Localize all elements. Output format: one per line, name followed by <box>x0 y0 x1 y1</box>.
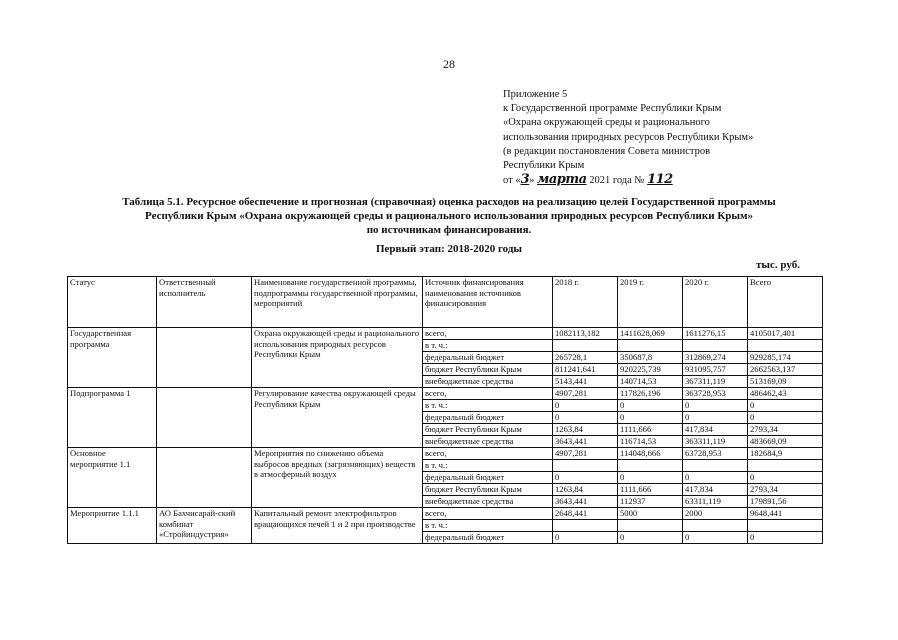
amount-cell: 1111,666 <box>618 424 683 436</box>
amount-cell: 4105017,401 <box>748 328 823 340</box>
funding-source-cell: бюджет Республики Крым <box>423 364 553 376</box>
amount-cell: 2662563,137 <box>748 364 823 376</box>
amount-cell: 811241,641 <box>553 364 618 376</box>
column-header: 2019 г. <box>618 277 683 328</box>
amount-cell <box>618 460 683 472</box>
amount-cell <box>748 460 823 472</box>
amount-cell: 179891,56 <box>748 496 823 508</box>
funding-source-cell: бюджет Республики Крым <box>423 484 553 496</box>
amount-cell: 486462,43 <box>748 388 823 400</box>
handwritten-month: марта <box>537 172 587 188</box>
appendix-line: использования природных ресурсов Республики Крым» <box>503 131 754 143</box>
amount-cell: 2793,34 <box>748 484 823 496</box>
program-name-cell: Регулирование качества окружающей среды Республики Крым <box>252 388 423 448</box>
program-name-cell: Охрана окружающей среды и рационального использования природных ресурсов Республики Крым <box>252 328 423 388</box>
amount-cell: 0 <box>618 472 683 484</box>
amount-cell <box>553 520 618 532</box>
amount-cell: 0 <box>553 400 618 412</box>
table-row <box>68 328 823 340</box>
funding-source-cell: всего, <box>423 388 553 400</box>
appendix-line: Республики Крым <box>503 160 585 172</box>
executor-cell <box>157 448 252 508</box>
amount-cell: 117826,196 <box>618 388 683 400</box>
amount-cell: 0 <box>748 472 823 484</box>
amount-cell <box>748 520 823 532</box>
executor-cell <box>157 328 252 388</box>
funding-source-cell: внебюджетные средства <box>423 376 553 388</box>
appendix-line: Приложение 5 <box>503 89 568 100</box>
funding-source-cell: всего, <box>423 328 553 340</box>
amount-cell: 140714,53 <box>618 376 683 388</box>
funding-source-cell: федеральный бюджет <box>423 532 553 544</box>
date-prefix: от « <box>503 175 521 187</box>
amount-cell: 0 <box>618 400 683 412</box>
column-header: 2018 г. <box>553 277 618 328</box>
amount-cell: 0 <box>683 400 748 412</box>
amount-cell: 2648,441 <box>553 508 618 520</box>
stage-subtitle: Первый этап: 2018-2020 годы <box>375 243 523 255</box>
amount-cell: 4907,281 <box>553 448 618 460</box>
amount-cell: 363311,119 <box>683 436 748 448</box>
funding-source-cell: в т. ч.: <box>423 400 553 412</box>
amount-cell <box>683 460 748 472</box>
funding-source-cell: внебюджетные средства <box>423 496 553 508</box>
amount-cell <box>683 340 748 352</box>
column-header: 2020 г. <box>683 277 748 328</box>
amount-cell: 0 <box>553 472 618 484</box>
funding-source-cell: всего, <box>423 508 553 520</box>
financing-table <box>67 276 823 544</box>
title-line: Республики Крым «Охрана окружающей среды и рационального использования природных ресурсов Республики Крым» <box>145 210 753 222</box>
amount-cell <box>683 520 748 532</box>
amount-cell: 63311,119 <box>683 496 748 508</box>
amount-cell: 363728,953 <box>683 388 748 400</box>
amount-cell: 1263,84 <box>553 424 618 436</box>
amount-cell: 3643,441 <box>553 496 618 508</box>
table-title <box>60 195 838 237</box>
table-row <box>68 508 823 520</box>
column-header: Источник финансирования наименования источников финансирования <box>423 277 553 328</box>
table-header-row <box>68 277 823 328</box>
amount-cell: 1411628,069 <box>618 328 683 340</box>
date-mid: » <box>529 175 535 187</box>
amount-cell: 931095,757 <box>683 364 748 376</box>
appendix-line: к Государственной программе Республики Крым <box>503 103 722 115</box>
funding-source-cell: федеральный бюджет <box>423 472 553 484</box>
amount-cell: 417,834 <box>683 484 748 496</box>
amount-cell <box>748 340 823 352</box>
amount-cell: 63728,953 <box>683 448 748 460</box>
funding-source-cell: в т. ч.: <box>423 460 553 472</box>
amount-cell: 417,834 <box>683 424 748 436</box>
amount-cell: 182684,9 <box>748 448 823 460</box>
amount-cell: 265728,1 <box>553 352 618 364</box>
amount-cell <box>553 340 618 352</box>
amount-cell: 920225,739 <box>618 364 683 376</box>
status-cell: Основное мероприятие 1.1 <box>68 448 157 508</box>
table-row <box>68 448 823 460</box>
column-header: Ответственный исполнитель <box>157 277 252 328</box>
funding-source-cell: в т. ч.: <box>423 520 553 532</box>
amount-cell: 4907,281 <box>553 388 618 400</box>
handwritten-day: 3 <box>520 172 530 188</box>
funding-source-cell: внебюджетные средства <box>423 436 553 448</box>
amount-cell: 5143,441 <box>553 376 618 388</box>
status-cell: Мероприятие 1.1.1 <box>68 508 157 544</box>
amount-cell: 929285,174 <box>748 352 823 364</box>
appendix-line: «Охрана окружающей среды и рационального <box>503 117 710 129</box>
amount-cell: 0 <box>553 532 618 544</box>
amount-cell: 112937 <box>618 496 683 508</box>
executor-cell <box>157 388 252 448</box>
appendix-line: (в редакции постановления Совета министров <box>503 145 711 157</box>
amount-cell: 0 <box>553 412 618 424</box>
amount-cell <box>553 460 618 472</box>
amount-cell: 1611276,15 <box>683 328 748 340</box>
executor-cell: АО Бахчисарай-ский комбинат «Стройиндустрия» <box>157 508 252 544</box>
handwritten-number: 112 <box>647 172 673 188</box>
amount-cell: 1263,84 <box>553 484 618 496</box>
amount-cell: 0 <box>683 412 748 424</box>
table-row <box>68 388 823 400</box>
amount-cell: 1111,666 <box>618 484 683 496</box>
decree-date-line <box>503 173 833 188</box>
column-header: Статус <box>68 277 157 328</box>
amount-cell: 0 <box>748 532 823 544</box>
amount-cell: 483669,09 <box>748 436 823 448</box>
amount-cell: 0 <box>618 532 683 544</box>
appendix-header <box>503 88 833 188</box>
amount-cell: 0 <box>618 412 683 424</box>
amount-cell: 0 <box>748 400 823 412</box>
amount-cell: 367311,119 <box>683 376 748 388</box>
amount-cell: 116714,53 <box>618 436 683 448</box>
amount-cell: 350687,8 <box>618 352 683 364</box>
amount-cell: 3643,441 <box>553 436 618 448</box>
status-cell: Подпрограмма 1 <box>68 388 157 448</box>
amount-cell <box>618 520 683 532</box>
column-header: Наименование государственной программы, подпрограммы государственной программы, мероприятий <box>252 277 423 328</box>
amount-cell: 114048,666 <box>618 448 683 460</box>
funding-source-cell: федеральный бюджет <box>423 412 553 424</box>
amount-cell <box>618 340 683 352</box>
amount-cell: 0 <box>683 532 748 544</box>
amount-cell: 9648,441 <box>748 508 823 520</box>
funding-source-cell: всего, <box>423 448 553 460</box>
amount-cell: 2793,34 <box>748 424 823 436</box>
amount-cell: 1082113,182 <box>553 328 618 340</box>
amount-cell: 513169,09 <box>748 376 823 388</box>
amount-cell: 2000 <box>683 508 748 520</box>
amount-cell: 312869,274 <box>683 352 748 364</box>
title-line: по источникам финансирования. <box>366 224 532 236</box>
units-label: тыс. руб. <box>756 259 800 271</box>
program-name-cell: Мероприятия по снижению объема выбросов вредных (загрязняющих) веществ в атмосферный воздух <box>252 448 423 508</box>
date-suffix: 2021 года № <box>589 175 645 187</box>
program-name-cell: Капитальный ремонт электрофильтров вращающихся печей 1 и 2 при производстве <box>252 508 423 544</box>
title-line: Таблица 5.1. Ресурсное обеспечение и прогнозная (справочная) оценка расходов на реализацию целей Государственной программы <box>122 196 776 208</box>
page-number: 28 <box>443 57 455 71</box>
column-header: Всего <box>748 277 823 328</box>
status-cell: Государственная программа <box>68 328 157 388</box>
funding-source-cell: в т. ч.: <box>423 340 553 352</box>
amount-cell: 0 <box>748 412 823 424</box>
funding-source-cell: федеральный бюджет <box>423 352 553 364</box>
amount-cell: 0 <box>683 472 748 484</box>
amount-cell: 5000 <box>618 508 683 520</box>
funding-source-cell: бюджет Республики Крым <box>423 424 553 436</box>
